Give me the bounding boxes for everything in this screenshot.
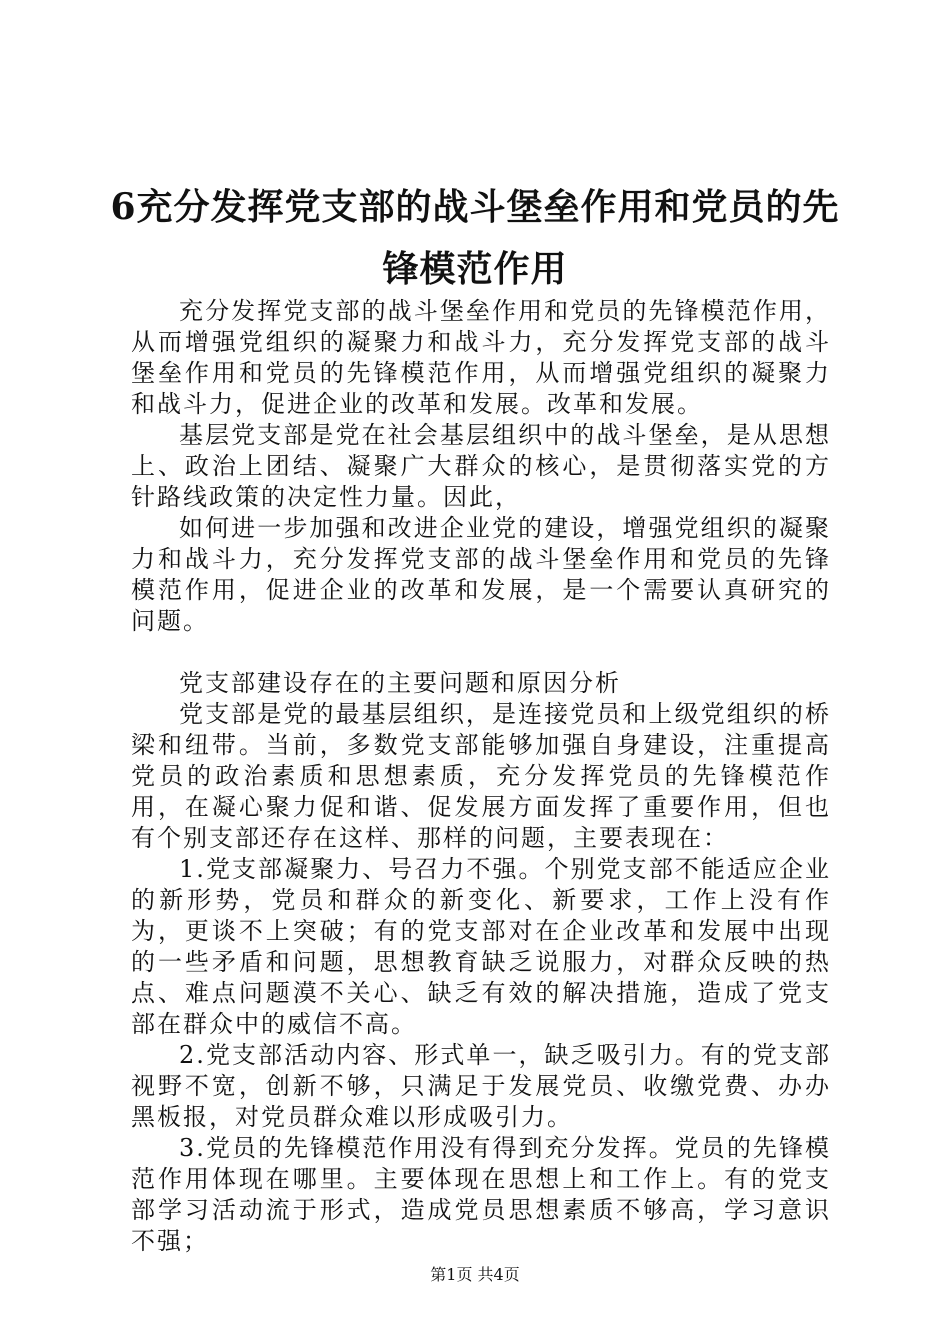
paragraph-item-1: 1.党支部凝聚力、号召力不强。个别党支部不能适应企业的新形势，党员和群众的新变化、新要求，工作上没有作为，更谈不上突破；有的党支部对在企业改革和发展中出现的一些矛盾和问题，思想教育缺乏说服力，对群众反映的热点、难点问题漠不关心、缺乏有效的解决措施，造成了党支部在群众中的威信不高。 (131, 855, 831, 1038)
page-number-footer: 第1页 共4页 (430, 1265, 520, 1284)
paragraph-intro: 充分发挥党支部的战斗堡垒作用和党员的先锋模范作用，从而增强党组织的凝聚力和战斗力，充分发挥党支部的战斗堡垒作用和党员的先锋模范作用，从而增强党组织的凝聚力和战斗力，促进企业的改革和发展。改革和发展。 (131, 297, 831, 418)
paragraph-analysis: 党支部是党的最基层组织，是连接党员和上级党组织的桥梁和纽带。当前，多数党支部能够加强自身建设，注重提高党员的政治素质和思想素质，充分发挥党员的先锋模范作用，在凝心聚力促和谐、促发展方面发挥了重要作用，但也有个别支部还存在这样、那样的问题，主要表现在： (131, 700, 831, 852)
paragraph-grassroots: 基层党支部是党在社会基层组织中的战斗堡垒，是从思想上、政治上团结、凝聚广大群众的核心，是贯彻落实党的方针路线政策的决定性力量。因此， (131, 421, 831, 511)
document-title: 6充分发挥党支部的战斗堡垒作用和党员的先锋模范作用 (110, 186, 840, 290)
paragraph-question: 如何进一步加强和改进企业党的建设，增强党组织的凝聚力和战斗力，充分发挥党支部的战斗堡垒作用和党员的先锋模范作用，促进企业的改革和发展，是一个需要认真研究的问题。 (131, 514, 831, 635)
section-heading: 党支部建设存在的主要问题和原因分析 (179, 669, 621, 697)
document-body (131, 296, 831, 1257)
paragraph-item-3: 3.党员的先锋模范作用没有得到充分发挥。党员的先锋模范作用体现在哪里。主要体现在思想上和工作上。有的党支部学习活动流于形式，造成党员思想素质不够高，学习意识不强； (131, 1134, 831, 1255)
paragraph-item-2: 2.党支部活动内容、形式单一，缺乏吸引力。有的党支部视野不宽，创新不够，只满足于发展党员、收缴党费、办办黑板报，对党员群众难以形成吸引力。 (131, 1041, 831, 1131)
